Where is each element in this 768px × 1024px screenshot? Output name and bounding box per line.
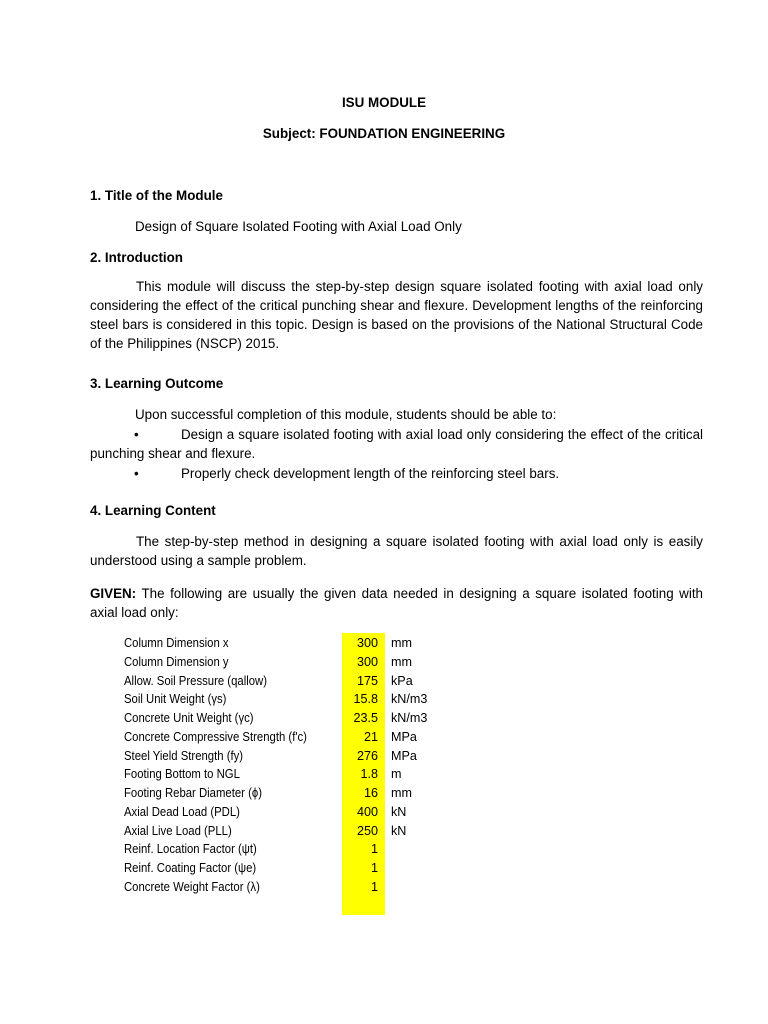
section-heading-introduction: 2. Introduction (90, 250, 183, 265)
given-label: GIVEN: (90, 586, 137, 601)
parameter-value: 175 (356, 673, 378, 688)
parameter-value: 1 (370, 879, 378, 894)
bullet-text: Design a square isolated footing with axial load only considering the effect of the critical punching shear and flexure. (90, 427, 703, 461)
bullet-text: Properly check development length of the reinforcing steel bars. (181, 466, 560, 481)
parameter-value: 21 (363, 729, 378, 744)
section-heading-title: 1. Title of the Module (90, 188, 223, 203)
parameter-unit: kN/m3 (391, 711, 428, 725)
parameter-unit: kPa (391, 673, 413, 688)
list-item (90, 464, 703, 483)
subject-title: Subject: FOUNDATION ENGINEERING (262, 126, 506, 141)
parameter-value: 1.8 (360, 767, 378, 782)
parameter-label: Concrete Weight Factor (λ) (124, 879, 260, 894)
learning-outcome-intro: Upon successful completion of this module, students should be able to: (135, 407, 557, 422)
section-heading-learning-content: 4. Learning Content (90, 503, 216, 518)
parameter-value: 15.8 (353, 692, 378, 707)
parameter-label: Concrete Compressive Strength (f'c) (124, 729, 307, 744)
parameter-unit: m (391, 767, 402, 782)
parameter-label: Column Dimension x (124, 636, 229, 650)
parameter-label: Allow. Soil Pressure (qallow) (124, 673, 268, 688)
parameter-label: Axial Dead Load (PDL) (124, 804, 240, 819)
bullet-icon: • (134, 427, 139, 442)
parameter-value: 400 (356, 804, 378, 819)
parameter-label: Footing Rebar Diameter (ϕ) (124, 786, 263, 800)
parameter-unit: mm (391, 786, 412, 800)
parameter-value: 300 (356, 636, 378, 650)
parameter-unit: MPa (391, 748, 417, 763)
list-item (90, 425, 703, 463)
parameter-value: 1 (370, 842, 378, 857)
parameter-unit: mm (391, 654, 412, 669)
parameter-label: Soil Unit Weight (γs) (124, 692, 227, 707)
parameter-value: 300 (356, 654, 378, 669)
parameter-value: 16 (363, 786, 378, 800)
given-text: The following are usually the given data needed in designing a square isolated footing with axial load only: (90, 586, 703, 620)
introduction-paragraph: This module will discuss the step-by-step design square isolated footing with axial load only considering the effect of the critical punching shear and flexure. Development lengths of the reinforcing steel bars is considered in this topic. Design is based on the provisions of the National Structural Code of the Philippines (NSCP) 2015. (90, 279, 703, 351)
learning-content-paragraph: The step-by-step method in designing a square isolated footing with axial load only is easily understood using a sample problem. (90, 534, 703, 568)
parameter-unit: MPa (391, 729, 417, 744)
parameter-label: Concrete Unit Weight (γc) (124, 711, 254, 725)
bullet-icon: • (134, 466, 139, 481)
parameter-unit: kN (391, 804, 407, 819)
given-paragraph (90, 584, 703, 622)
parameter-unit: mm (391, 636, 412, 650)
parameter-label: Steel Yield Strength (fy) (124, 748, 244, 763)
parameter-label: Reinf. Location Factor (ψt) (124, 842, 257, 857)
parameter-value: 276 (356, 748, 378, 763)
parameter-label: Reinf. Coating Factor (ψe) (124, 861, 257, 875)
parameter-unit: kN/m3 (391, 692, 428, 707)
parameter-label: Footing Bottom to NGL (124, 767, 240, 782)
parameter-value: 250 (356, 823, 378, 838)
parameter-label: Axial Live Load (PLL) (124, 823, 232, 838)
parameter-value: 23.5 (353, 711, 378, 725)
parameter-unit: kN (391, 823, 407, 838)
module-title: ISU MODULE (341, 95, 427, 110)
parameter-label: Column Dimension y (124, 654, 229, 669)
parameter-value: 1 (370, 861, 378, 875)
section-heading-learning-outcome: 3. Learning Outcome (90, 376, 224, 391)
module-title-text: Design of Square Isolated Footing with Axial Load Only (135, 219, 462, 234)
